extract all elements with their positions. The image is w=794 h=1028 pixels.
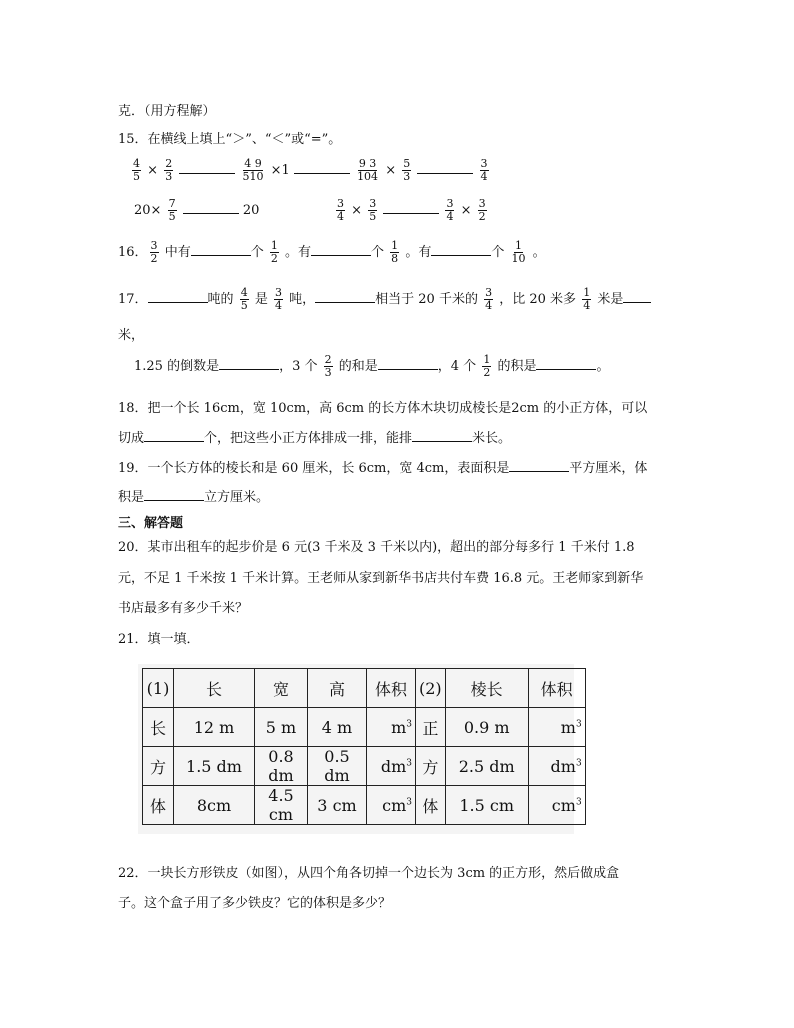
fraction: $\frac{3}{4}$ [480,157,488,183]
q22-line2: 子。这个盒子用了多少铁皮？它的体积是多少？ [118,896,392,911]
answer-blank[interactable] [378,357,438,370]
answer-blank[interactable] [183,201,239,214]
table-row: 长 12 m 5 m 4 m $m^3$ 正 0.9 m $m^3$ [143,708,586,747]
answer-blank[interactable] [311,243,371,256]
answer-blank[interactable] [509,459,569,472]
q19-line1: 19．一个长方体的棱长和是 60 厘米，长 6cm，宽 4cm，表面积是 平方厘米，体 [118,461,648,476]
q19-line2: 积是 立方厘米。 [118,490,270,505]
fraction: $\frac{4}{5}$ [133,157,140,183]
answer-blank[interactable] [191,243,251,256]
fraction: $\frac{3}{5}$ [369,197,377,223]
fraction: $\frac{1}{2}$ [483,353,491,379]
fraction: $\frac{3}{4}$ [446,197,454,223]
fraction: $\frac{2}{3}$ [324,353,332,379]
fraction: $\frac{7}{5}$ [168,197,176,223]
q15-row2-right: $\frac{3}{4}$ × $\frac{3}{5}$ $\frac{3}{4}$ × $\frac{3}{2}$ [337,197,486,223]
answer-blank[interactable] [179,161,235,174]
fraction: $\frac{4 9}{510}$ [242,157,264,183]
q20-line3: 书店最多有多少千米？ [118,601,249,616]
answer-blank[interactable] [623,290,651,303]
fraction: $\frac{1}{10}$ [511,239,526,265]
fraction: $\frac{3}{2}$ [150,239,158,265]
fraction: $\frac{1}{8}$ [391,239,399,265]
fraction: $\frac{3}{4}$ [337,197,344,223]
answer-blank[interactable] [219,357,279,370]
answer-blank[interactable] [315,290,375,303]
fraction: $\frac{3}{4}$ [485,286,493,312]
fraction: $\frac{3}{4}$ [275,286,282,312]
answer-blank[interactable] [431,243,491,256]
table-row: 方 1.5 dm 0.8 dm 0.5 dm $dm^3$ 方 2.5 dm $dm^3$ [143,747,586,786]
fraction: $\frac{1}{2}$ [270,239,278,265]
fraction: $\frac{9 3}{104}$ [357,157,379,183]
answer-blank[interactable] [148,290,208,303]
q16: 16． $\frac{3}{2}$ 中有 个 $\frac{1}{2}$ 。有 个 $\frac{1}{8}$ 。有 个 $\frac{1}{10}$ 。 [118,239,546,265]
fraction: $\frac{3}{2}$ [478,197,486,223]
section-heading: 三、解答题 [118,516,184,531]
answer-blank[interactable] [144,429,204,442]
answer-blank[interactable] [412,429,472,442]
q20-line2: 元，不足 1 千米按 1 千米计算。王老师从家到新华书店共付车费 16.8 元。王老师家到新华 [118,571,644,586]
answer-blank[interactable] [536,357,596,370]
answer-blank[interactable] [144,488,204,501]
answer-blank[interactable] [417,161,473,174]
q21-title: 21．填一填． [118,632,200,647]
answer-blank[interactable] [294,161,350,174]
q15-row2-left: 20× $\frac{7}{5}$ 20 [134,197,260,223]
fraction: $\frac{4}{5}$ [240,286,248,312]
q15-row1: $\frac{4}{5}$ × $\frac{2}{3}$ $\frac{4 9}{510}$ ×1 $\frac{9 3}{104}$ × $\frac{5}{3}$ $\frac{3}{4}$ [133,157,488,183]
q15-title: 15．在横线上填上“＞”、“＜”或“=”。 [118,132,342,147]
answer-blank[interactable] [383,201,439,214]
table-row: 体 8cm 4.5 cm 3 cm $cm^3$ 体 1.5 cm $cm^3$ [143,786,586,825]
q18-line1: 18．把一个长 16cm，宽 10cm，高 6cm 的长方体木块切成棱长是2cm 的小正方体，可以 [118,401,648,416]
q17-line3: 1.25 的倒数是 ，3 个 $\frac{2}{3}$ 的和是 ，4 个 $\frac{1}{2}$ 的积是 。 [134,353,610,379]
volume-table [142,668,586,825]
q18-line2: 切成 个，把这些小正方体排成一排，能排 米长。 [118,431,512,446]
q17-line1: 17． 吨的 $\frac{4}{5}$ 是 $\frac{3}{4}$ 吨， 相当于 20 千米的 $\frac{3}{4}$ ，比 20 米多 $\frac{1}{4}$ 米是 [118,287,651,312]
q17-line2: 米， [118,328,145,343]
fraction: $\frac{2}{3}$ [165,157,173,183]
table-header-row: (1) 长 宽 高 体积 (2) 棱长 体积 [143,669,586,708]
intro-text: 克．（用方程解） [118,104,216,119]
fraction: $\frac{5}{3}$ [403,157,411,183]
fraction: $\frac{1}{4}$ [583,286,591,312]
q22-line1: 22．一块长方形铁皮（如图），从四个角各切掉一个边长为 3cm 的正方形，然后做成盒 [118,866,620,881]
q20-line1: 20．某市出租车的起步价是 6 元(3 千米及 3 千米以内)，超出的部分每多行 1 千米付 1.8 [118,540,635,555]
